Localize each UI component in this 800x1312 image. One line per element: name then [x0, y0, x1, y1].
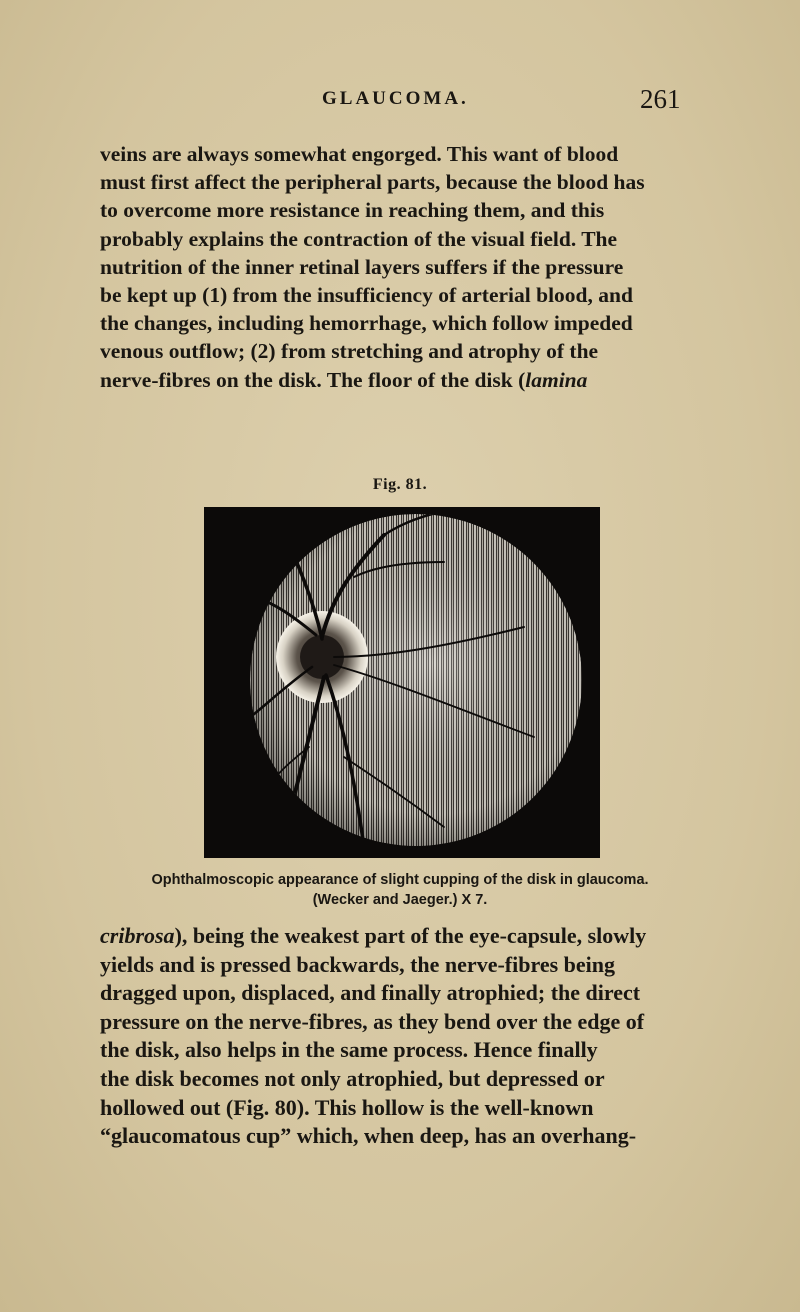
text-segment: nerve-fibres on the disk. The floor of the disk (	[100, 367, 526, 392]
figure-caption	[0, 870, 800, 910]
text-line: the disk becomes not only atrophied, but depressed or	[100, 1065, 605, 1091]
text-segment: ), being the weakest part of the eye-capsule, slowly	[174, 923, 647, 948]
text-line: nutrition of the inner retinal layers suffers if the pressure	[100, 254, 624, 279]
text-line: to overcome more resistance in reaching them, and this	[100, 198, 605, 223]
paragraph-2	[100, 922, 710, 1151]
figure-label: Fig. 81.	[372, 476, 428, 493]
text-line: yields and is pressed backwards, the nerve-fibres being	[100, 951, 616, 977]
text-line: venous outflow; (2) from stretching and atrophy of the	[100, 339, 599, 364]
text-line: the changes, including hemorrhage, which follow impeded	[100, 311, 633, 336]
text-line-last	[100, 366, 710, 394]
caption-line: (Wecker and Jaeger.) X 7.	[312, 892, 488, 908]
text-line: pressure on the nerve-fibres, as they bend over the edge of	[100, 1008, 645, 1034]
page-header	[0, 84, 800, 114]
text-line-first	[100, 922, 710, 951]
italic-term: cribrosa	[100, 923, 175, 948]
text-line: veins are always somewhat engorged. This want of blood	[100, 142, 619, 166]
text-line: “glaucomatous cup” which, when deep, has an overhang-	[100, 1123, 637, 1149]
italic-term: lamina	[525, 367, 588, 392]
text-line: the disk, also helps in the same process. Hence finally	[100, 1037, 598, 1063]
text-line: be kept up (1) from the insufficiency of arterial blood, and	[100, 283, 633, 308]
text-line: must first affect the peripheral parts, because the blood has	[100, 170, 645, 195]
text-line: hollowed out (Fig. 80). This hollow is the well-known	[100, 1094, 594, 1120]
running-head: GLAUCOMA.	[322, 88, 469, 109]
text-line: probably explains the contraction of the visual field. The	[100, 226, 618, 251]
paragraph-1	[100, 140, 710, 394]
text-line: dragged upon, displaced, and finally atrophied; the direct	[100, 980, 641, 1006]
fundus-illustration	[204, 507, 600, 858]
page-number: 261	[640, 84, 681, 114]
caption-line: Ophthalmoscopic appearance of slight cupping of the disk in glaucoma.	[151, 872, 649, 888]
